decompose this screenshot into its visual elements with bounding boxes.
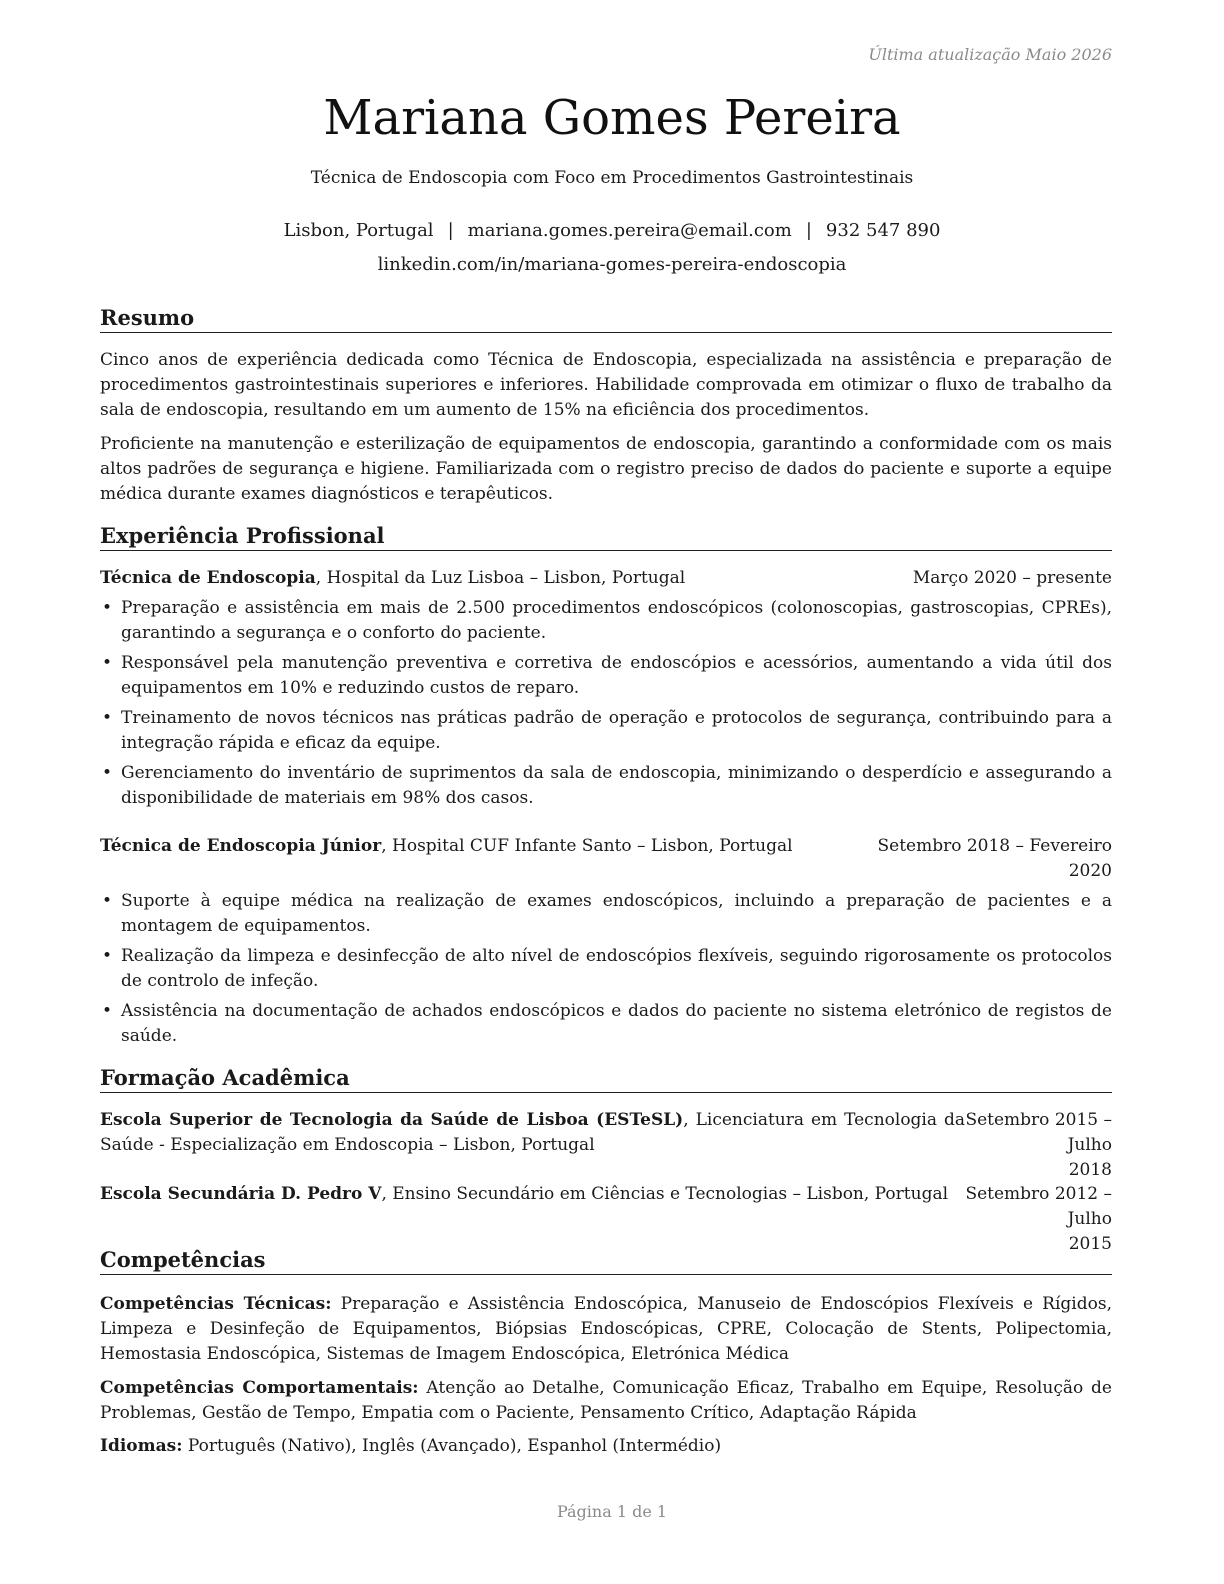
job-bullets [100,889,1112,1054]
summary-paragraph: Proficiente na manutenção e esterilização de equipamentos de endoscopia, garantindo a conformidade com os mais altos padrões de segurança e higiene. Familiarizada com o registro preciso de dados do paciente e suporte a equipe médica durante exames diagnósticos e terapêuticos. [100,434,1112,504]
list-item: • Gerenciamento do inventário de suprimentos da sala de endoscopia, minimizando o desperdício e assegurando a disponibilidade de materiais em 98% dos casos. [100,761,1112,811]
section-title-experience: Experiência Profissional [100,522,1112,551]
list-item: • Preparação e assistência em mais de 2.500 procedimentos endoscópicos (colonoscopias, gastroscopias, CPREs), garantindo a segurança e o conforto do paciente. [100,596,1112,646]
phone: 932 547 890 [825,220,941,241]
job-header [100,834,1112,881]
behavioral-skills: Competências Comportamentais: Atenção ao Detalhe, Comunicação Eficaz, Trabalho em Equipe, Resolução de Problemas, Gestão de Tempo, Empatia com o Paciente, Pensamento Crítico, Adaptação Rápida [100,1378,1112,1423]
summary-paragraph: Cinco anos de experiência dedicada como Técnica de Endoscopia, especializada na assistência e preparação de procedimentos gastrointestinais superiores e inferiores. Habilidade comprovada em otimizar o fluxo de trabalho da sala de endoscopia, resultando em um aumento de 15% na eficiência dos procedimentos. [100,350,1112,420]
degree-detail: , Ensino Secundário em Ciências e Tecnologias – Lisbon, Portugal [381,1184,949,1204]
skills-label: Idiomas: [100,1436,183,1456]
job-org: , Hospital da Luz Lisboa – Lisbon, Portugal [315,568,686,588]
list-item: • Suporte à equipe médica na realização de exames endoscópicos, incluindo a preparação de pacientes e a montagem de equipamentos. [100,889,1112,939]
education-dates: Setembro 2015 – Julho 2018 [965,1110,1112,1180]
job-bullets [100,596,1112,816]
list-item: • Treinamento de novos técnicos nas práticas padrão de operação e protocolos de segurança, contribuindo para a integração rápida e eficaz da equipe. [100,706,1112,756]
school-name: Escola Superior de Tecnologia da Saúde de Lisboa (ESTeSL) [100,1110,684,1130]
job-role: Técnica de Endoscopia Júnior [100,836,382,856]
job-role: Técnica de Endoscopia [100,568,316,588]
section-title-skills: Competências [100,1246,1112,1275]
list-item: • Realização da limpeza e desinfecção de alto nível de endoscópios flexíveis, seguindo rigorosamente os protocolos de controlo de infeção. [100,944,1112,994]
linkedin-link[interactable]: linkedin.com/in/mariana-gomes-pereira-endoscopia [377,254,847,275]
separator: | [447,220,454,241]
job-org: , Hospital CUF Infante Santo – Lisbon, Portugal [381,836,793,856]
separator: | [805,220,812,241]
languages: Idiomas: Português (Nativo), Inglês (Avançado), Espanhol (Intermédio) [100,1436,722,1456]
skills-label: Competências Comportamentais: [100,1378,419,1398]
candidate-name: Mariana Gomes Pereira [323,90,901,146]
skills-label: Competências Técnicas: [100,1294,332,1314]
contact-line [0,220,1224,241]
last-updated: Última atualização Maio 2026 [868,45,1112,64]
list-item: • Assistência na documentação de achados endoscópicos e dados do paciente no sistema eletrónico de registos de saúde. [100,999,1112,1049]
list-item: • Responsável pela manutenção preventiva e corretiva de endoscópios e acessórios, aumentando a vida útil dos equipamentos em 10% e reduzindo custos de reparo. [100,651,1112,701]
page-number: Página 1 de 1 [556,1502,668,1521]
school-name: Escola Secundária D. Pedro V [100,1184,382,1204]
email-link[interactable]: mariana.gomes.pereira@email.com [467,220,792,241]
technical-skills: Competências Técnicas: Preparação e Assistência Endoscópica, Manuseio de Endoscópios Flexíveis e Rígidos, Limpeza e Desinfeção de Equipamentos, Biópsias Endoscópicas, CPRE, Colocação de Stents, Polipectomia, Hemostasia Endoscópica, Sistemas de Imagem Endoscópica, Eletrónica Médica [100,1294,1112,1364]
job-dates: Setembro 2018 – Fevereiro 2020 [877,836,1112,881]
job-dates: Março 2020 – presente [912,568,1112,588]
education-entry [100,1108,1112,1180]
section-title-education: Formação Acadêmica [100,1064,1112,1093]
location: Lisbon, Portugal [283,220,434,241]
section-title-summary: Resumo [100,304,1112,333]
headline: Técnica de Endoscopia com Foco em Procedimentos Gastrointestinais [310,168,914,188]
education-dates: Setembro 2012 – Julho 2015 [965,1184,1112,1254]
job-header [100,566,1112,591]
degree-detail: , Licenciatura em Tecnologia da Saúde - Especialização em Endoscopia – Lisbon, Portugal [100,1110,965,1155]
education-entry [100,1182,1112,1254]
